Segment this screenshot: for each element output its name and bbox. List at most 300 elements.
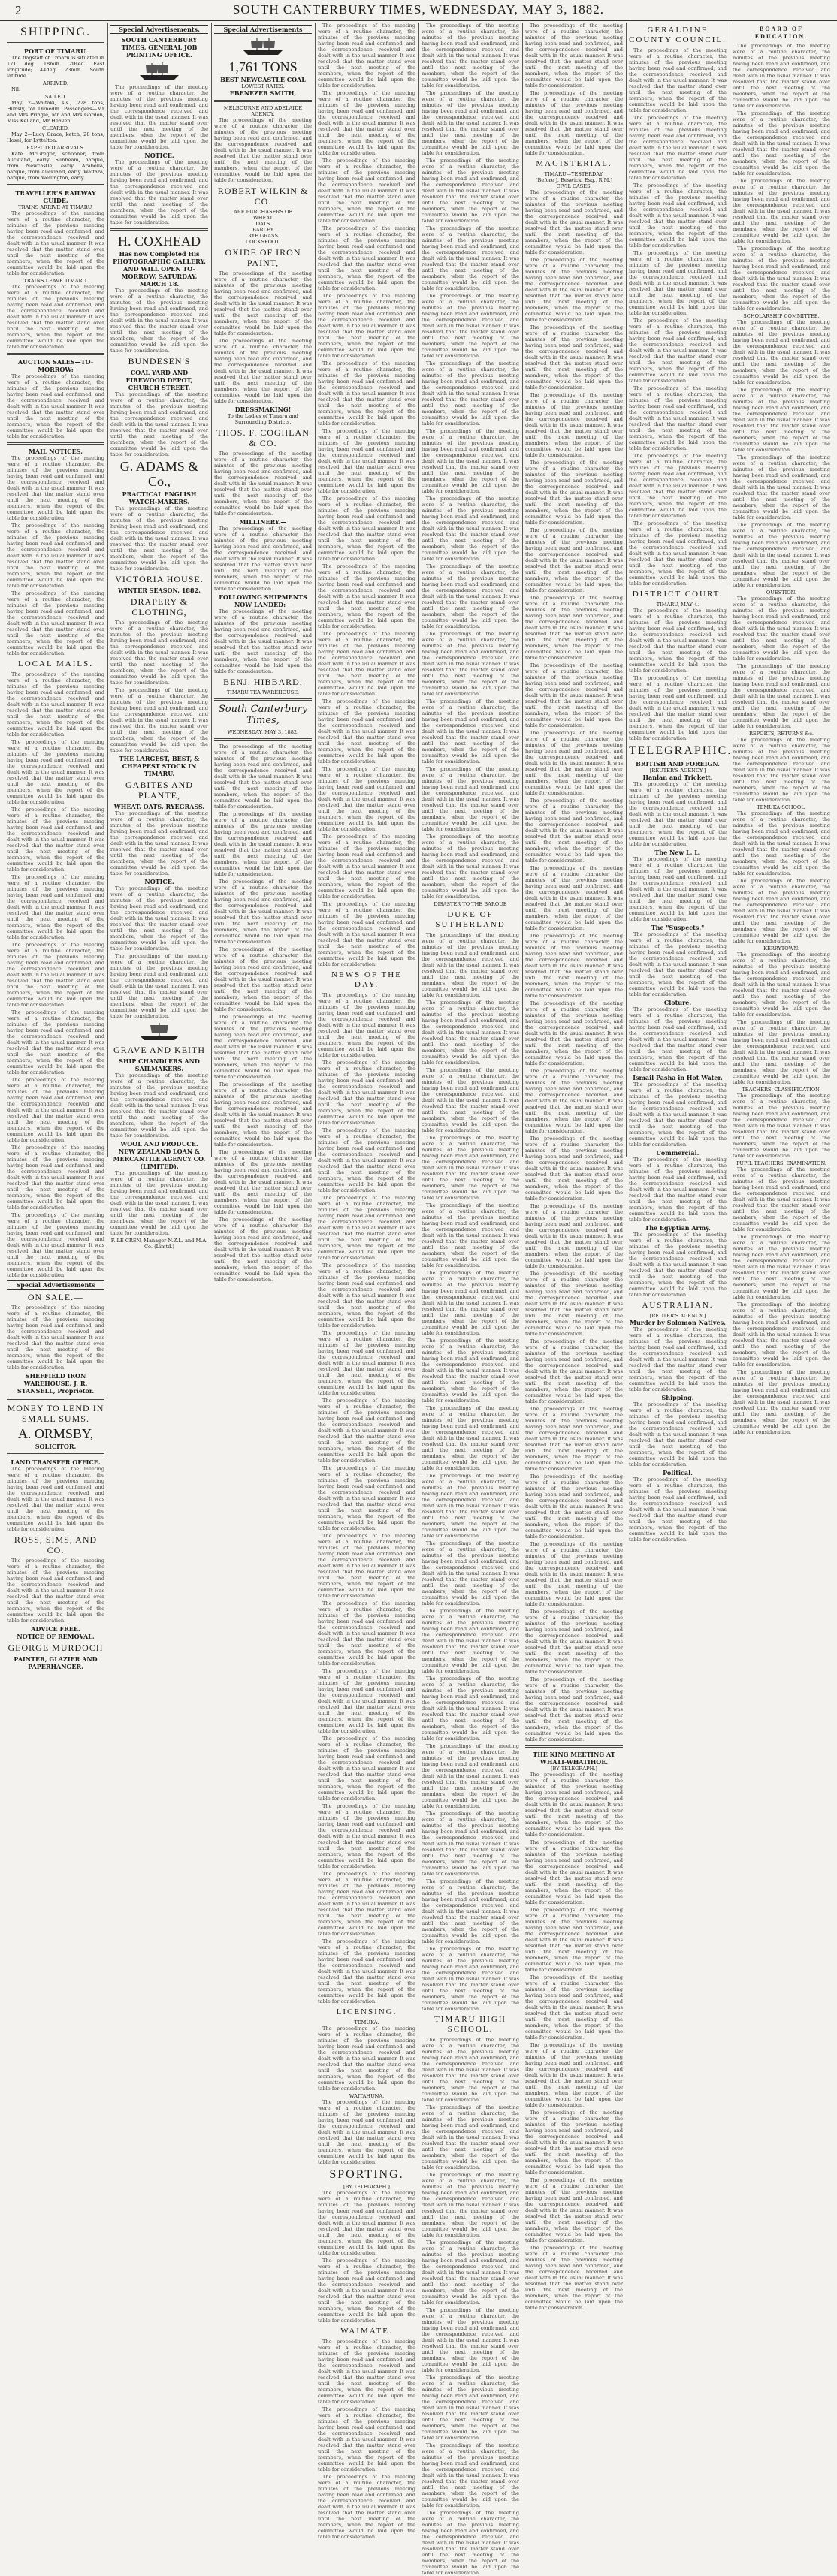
ad-line: SOLICITOR. bbox=[35, 1443, 77, 1450]
section-heading-waimate: WAIMATE. bbox=[340, 2327, 393, 2336]
ad-name: A. ORMSBY, bbox=[17, 1426, 94, 1441]
divider bbox=[7, 42, 104, 44]
subheading: MAIL NOTICES. bbox=[29, 448, 83, 455]
article-text: The proceedings of the meeting were of a routine character, the minutes of the previous meeting having been read and confirmed, and the correspondence received and dealt with in the usual manner. It was resolved that the matter stand over until the next meeting of the members, when the report of the committee would be laid upon the table for consideration. bbox=[733, 737, 830, 803]
ad-title: DRAPERY & CLOTHING, bbox=[130, 596, 189, 617]
article-text: The proceedings of the meeting were of a routine character, the minutes of the previous meeting having been read and confirmed, and the correspondence received and dealt with in the usual manner. It was resolved that the matter stand over until the next meeting of the members, when the report of the committee would be laid upon the table for consideration. bbox=[214, 526, 312, 592]
article-text: The proceedings of the meeting were of a routine character, the minutes of the previous meeting having been read and confirmed, and the correspondence received and dealt with in the usual manner. It was resolved that the matter stand over until the next meeting of the members, when the report of the committee would be laid upon the table for consideration. bbox=[318, 225, 415, 291]
ad-title: BENJ. HIBBARD, bbox=[223, 677, 303, 687]
article-text: The proceedings of the meeting were of a routine character, the minutes of the previous meeting having been read and confirmed, and the correspondence received and dealt with in the usual manner. It was resolved that the matter stand over until the next meeting of the members, when the report of the committee would be laid upon the table for consideration. bbox=[629, 856, 727, 922]
article-text: The proceedings of the meeting were of a routine character, the minutes of the previous meeting having been read and confirmed, and the correspondence received and dealt with in the usual manner. It was resolved that the matter stand over until the next meeting of the members, when the report of the committee would be laid upon the table for consideration. bbox=[214, 946, 312, 1012]
column-5 bbox=[418, 23, 522, 2576]
article-text: The proceedings of the meeting were of a routine character, the minutes of the previous meeting having been read and confirmed, and the correspondence received and dealt with in the usual manner. It was resolved that the matter stand over until the next meeting of the members, when the report of the committee would be laid upon the table for consideration. bbox=[422, 1338, 519, 1404]
article-text: The flagstaff of Timaru is situated in 171 deg. 18min. 20sec. East longitude; 44deg. 23min. South latitude. bbox=[7, 55, 104, 79]
article-text: The proceedings of the meeting were of a routine character, the minutes of the previous meeting having been read and confirmed, and the correspondence received and dealt with in the usual manner. It was resolved that the matter stand over until the next meeting of the members, when the report of the committee would be laid upon the table for consideration. bbox=[525, 1271, 623, 1337]
article-text: The proceedings of the meeting were of a routine character, the minutes of the previous meeting having been read and confirmed, and the correspondence received and dealt with in the usual manner. It was resolved that the matter stand over until the next meeting of the members, when the report of the committee would be laid upon the table for consideration. bbox=[629, 608, 727, 674]
article-text: The proceedings of the meeting were of a routine character, the minutes of the previous meeting having been read and confirmed, and the correspondence received and dealt with in the usual manner. It was resolved that the matter stand over until the next meeting of the members, when the report of the committee would be laid upon the table for consideration. bbox=[422, 2375, 519, 2441]
article-text: The proceedings of the meeting were of a routine character, the minutes of the previous meeting having been read and confirmed, and the correspondence received and dealt with in the usual manner. It was resolved that the matter stand over until the next meeting of the members, when the report of the committee would be laid upon the table for consideration. bbox=[110, 84, 208, 150]
article-text: The proceedings of the meeting were of a routine character, the minutes of the previous meeting having been read and confirmed, and the correspondence received and dealt with in the usual manner. It was resolved that the matter stand over until the next meeting of the members, when the report of the committee would be laid upon the table for consideration. bbox=[214, 1081, 312, 1148]
article-text: The proceedings of the meeting were of a routine character, the minutes of the previous meeting having been read and confirmed, and the correspondence received and dealt with in the usual manner. It was resolved that the matter stand over until the next meeting of the members, when the report of the committee would be laid upon the table for consideration. bbox=[422, 428, 519, 494]
ad-line: NOTICE OF REMOVAL. bbox=[17, 1633, 95, 1640]
ad-line: NOTICE. bbox=[144, 152, 174, 159]
section-heading-sutherland: DUKE OF SUTHERLAND bbox=[435, 910, 506, 929]
ad-title: MONEY TO LEND IN SMALL SUMS. bbox=[7, 1403, 104, 1424]
article-text: The proceedings of the meeting were of a routine character, the minutes of the previous meeting having been read and confirmed, and the correspondence received and dealt with in the usual manner. It was resolved that the matter stand over until the next meeting of the members, when the report of the committee would be laid upon the table for consideration. bbox=[629, 675, 727, 741]
ad-line: FOLLOWING SHIPMENTS NOW LANDED:— bbox=[219, 593, 307, 608]
article-text: The proceedings of the meeting were of a routine character, the minutes of the previous meeting having been read and confirmed, and the correspondence received and dealt with in the usual manner. It was resolved that the matter stand over until the next meeting of the members, when the report of the committee would be laid upon the table for consideration. bbox=[629, 250, 727, 316]
article-text: The proceedings of the meeting were of a routine character, the minutes of the previous meeting having been read and confirmed, and the correspondence received and dealt with in the usual manner. It was resolved that the matter stand over until the next meeting of the members, when the report of the committee would be laid upon the table for consideration. bbox=[422, 932, 519, 998]
article-text: The proceedings of the meeting were of a routine character, the minutes of the previous meeting having been read and confirmed, and the correspondence received and dealt with in the usual manner. It was resolved that the matter stand over until the next meeting of the members, when the report of the committee would be laid upon the table for consideration. bbox=[214, 1149, 312, 1215]
column-6 bbox=[522, 23, 626, 2311]
ad-title: THOS. F. COGHLAN & CO. bbox=[216, 427, 310, 448]
article-text: The proceedings of the meeting were of a routine character, the minutes of the previous meeting having been read and confirmed, and the correspondence received and dealt with in the usual manner. It was resolved that the matter stand over until the next meeting of the members, when the report of the committee would be laid upon the table for consideration. bbox=[318, 2258, 415, 2324]
ad-title: GABITES AND PLANTE, bbox=[125, 780, 193, 801]
article-text: The proceedings of the meeting were of a routine character, the minutes of the previous meeting having been read and confirmed, and the correspondence received and dealt with in the usual manner. It was resolved that the matter stand over until the next meeting of the members, when the report of the committee would be laid upon the table for consideration. bbox=[422, 1946, 519, 2012]
article-text: The proceedings of the meeting were of a routine character, the minutes of the previous meeting having been read and confirmed, and the correspondence received and dealt with in the usual manner. It was resolved that the matter stand over until the next meeting of the members, when the report of the committee would be laid upon the table for consideration. bbox=[422, 1202, 519, 1268]
issue-date: WEDNESDAY, MAY 3, 1882. bbox=[227, 729, 299, 735]
article-text: The proceedings of the meeting were of a routine character, the minutes of the previous meeting having been read and confirmed, and the correspondence received and dealt with in the usual manner. It was resolved that the matter stand over until the next meeting of the members, when the report of the committee would be laid upon the table for consideration. bbox=[7, 284, 104, 350]
article-text: The proceedings of the meeting were of a routine character, the minutes of the previous meeting having been read and confirmed, and the correspondence received and dealt with in the usual manner. It was resolved that the matter stand over until the next meeting of the members, when the report of the committee would be laid upon the table for consideration. bbox=[629, 781, 727, 847]
article-text: The proceedings of the meeting were of a routine character, the minutes of the previous meeting having been read and confirmed, and the correspondence received and dealt with in the usual manner. It was resolved that the matter stand over until the next meeting of the members, when the report of the committee would be laid upon the table for consideration. bbox=[422, 2037, 519, 2103]
subheading: CIVIL CASES. bbox=[556, 183, 592, 189]
article-text: The proceedings of the meeting were of a routine character, the minutes of the previous meeting having been read and confirmed, and the correspondence received and dealt with in the usual manner. It was resolved that the matter stand over until the next meeting of the members, when the report of the committee would be laid upon the table for consideration. bbox=[110, 810, 208, 876]
article-text: The proceedings of the meeting were of a routine character, the minutes of the previous meeting having been read and confirmed, and the correspondence received and dealt with in the usual manner. It was resolved that the matter stand over until the next meeting of the members, when the report of the committee would be laid upon the table for consideration. bbox=[629, 520, 727, 587]
article-text: The proceedings of the meeting were of a routine character, the minutes of the previous meeting having been read and confirmed, and the correspondence received and dealt with in the usual manner. It was resolved that the matter stand over until the next meeting of the members, when the report of the committee would be laid upon the table for consideration. bbox=[422, 1135, 519, 1201]
article-text: The proceedings of the meeting were of a routine character, the minutes of the previous meeting having been read and confirmed, and the correspondence received and dealt with in the usual manner. It was resolved that the matter stand over until the next meeting of the members, when the report of the committee would be laid upon the table for consideration. bbox=[629, 385, 727, 451]
article-text: The proceedings of the meeting were of a routine character, the minutes of the previous meeting having been read and confirmed, and the correspondence received and dealt with in the usual manner. It was resolved that the matter stand over until the next meeting of the members, when the report of the committee would be laid upon the table for consideration. bbox=[422, 698, 519, 765]
article-text: May 2—Waitaki, s.s., 228 tons, Hunsly, for Dunedin. Passengers—Mr and Mrs Pringle, Mr and Mrs Gordon, Miss Kelland, Mr Heaven. bbox=[7, 100, 104, 124]
article-text: The proceedings of the meeting were of a routine character, the minutes of the previous meeting having been read and confirmed, and the correspondence received and dealt with in the usual manner. It was resolved that the matter stand over until the next meeting of the members, when the report of the committee would be laid upon the table for consideration. bbox=[214, 117, 312, 183]
article-text: The proceedings of the meeting were of a routine character, the minutes of the previous meeting having been read and confirmed, and the correspondence received and dealt with in the usual manner. It was resolved that the matter stand over until the next meeting of the members, when the report of the committee would be laid upon the table for consideration. bbox=[422, 2172, 519, 2238]
ad-name: H. COXHEAD bbox=[118, 234, 201, 249]
article-text: The proceedings of the meeting were of a routine character, the minutes of the previous meeting having been read and confirmed, and the correspondence received and dealt with in the usual manner. It was resolved that the matter stand over until the next meeting of the members, when the report of the committee would be laid upon the table for consideration. bbox=[318, 834, 415, 900]
article-text: The proceedings of the meeting were of a routine character, the minutes of the previous meeting having been read and confirmed, and the correspondence received and dealt with in the usual manner. It was resolved that the matter stand over until the next meeting of the members, when the report of the committee would be laid upon the table for consideration. bbox=[733, 319, 830, 385]
ad-line: NEW ZEALAND LOAN & MERCANTILE AGENCY CO. (LIMITED). bbox=[113, 1148, 206, 1170]
article-text: The proceedings of the meeting were of a routine character, the minutes of the previous meeting having been read and confirmed, and the correspondence received and dealt with in the usual manner. It was resolved that the matter stand over until the next meeting of the members, when the report of the committee would be laid upon the table for consideration. bbox=[525, 460, 623, 526]
subheading: [Before J. Beswick, Esq., R.M.] bbox=[535, 177, 613, 183]
article-text: The proceedings of the meeting were of a routine character, the minutes of the previous meeting having been read and confirmed, and the correspondence received and dealt with in the usual manner. It was resolved that the matter stand over until the next meeting of the members, when the report of the committee would be laid upon the table for consideration. bbox=[422, 2240, 519, 2306]
article-text: The proceedings of the meeting were of a routine character, the minutes of the previous meeting having been read and confirmed, and the correspondence received and dealt with in the usual manner. It was resolved that the matter stand over until the next meeting of the members, when the report of the committee would be laid upon the table for consideration. bbox=[525, 324, 623, 391]
article-text: The proceedings of the meeting were of a routine character, the minutes of the previous meeting having been read and confirmed, and the correspondence received and dealt with in the usual manner. It was resolved that the matter stand over until the next meeting of the members, when the report of the committee would be laid upon the table for consideration. bbox=[214, 879, 312, 945]
article-text: The proceedings of the meeting were of a routine character, the minutes of the previous meeting having been read and confirmed, and the correspondence received and dealt with in the usual manner. It was resolved that the matter stand over until the next meeting of the members, when the report of the committee would be laid upon the table for consideration. bbox=[110, 391, 208, 457]
article-text: The proceedings of the meeting were of a routine character, the minutes of the previous meeting having been read and confirmed, and the correspondence received and dealt with in the usual manner. It was resolved that the matter stand over until the next meeting of the members, when the report of the committee would be laid upon the table for consideration. bbox=[422, 496, 519, 562]
article-text: The proceedings of the meeting were of a routine character, the minutes of the previous meeting having been read and confirmed, and the correspondence received and dealt with in the usual manner. It was resolved that the matter stand over until the next meeting of the members, when the report of the committee would be laid upon the table for consideration. bbox=[422, 766, 519, 832]
subheading: TRAVELLER'S RAILWAY GUIDE. bbox=[15, 189, 96, 204]
ad-title: ON SALE.— bbox=[27, 1292, 84, 1302]
section-heading-news: NEWS OF THE DAY. bbox=[331, 970, 402, 989]
article-text: The proceedings of the meeting were of a routine character, the minutes of the previous meeting having been read and confirmed, and the correspondence received and dealt with in the usual manner. It was resolved that the matter stand over until the next meeting of the members, when the report of the committee would be laid upon the table for consideration. bbox=[110, 159, 208, 225]
article-text: The proceedings of the meeting were of a routine character, the minutes of the previous meeting having been read and confirmed, and the correspondence received and dealt with in the usual manner. It was resolved that the matter stand over until the next meeting of the members, when the report of the committee would be laid upon the table for consideration. bbox=[525, 1907, 623, 1973]
article-text: The proceedings of the meeting were of a routine character, the minutes of the previous meeting having been read and confirmed, and the correspondence received and dealt with in the usual manner. It was resolved that the matter stand over until the next meeting of the members, when the report of the committee would be laid upon the table for consideration. bbox=[422, 1608, 519, 1674]
article-text: The proceedings of the meeting were of a routine character, the minutes of the previous meeting having been read and confirmed, and the correspondence received and dealt with in the usual manner. It was resolved that the matter stand over until the next meeting of the members, when the report of the committee would be laid upon the table for consideration. bbox=[525, 257, 623, 323]
newspaper-masthead: South Canterbury Times, bbox=[218, 704, 308, 726]
article-text: The proceedings of the meeting were of a routine character, the minutes of the previous meeting having been read and confirmed, and the correspondence received and dealt with in the usual manner. It was resolved that the matter stand over until the next meeting of the members, when the report of the committee would be laid upon the table for consideration. bbox=[110, 687, 208, 753]
divider bbox=[7, 353, 104, 355]
article-text: The proceedings of the meeting were of a routine character, the minutes of the previous meeting having been read and confirmed, and the correspondence received and dealt with in the usual manner. It was resolved that the matter stand over until the next meeting of the members, when the report of the committee would be laid upon the table for consideration. bbox=[7, 942, 104, 1008]
article-text: The proceedings of the meeting were of a routine character, the minutes of the previous meeting having been read and confirmed, and the correspondence received and dealt with in the usual manner. It was resolved that the matter stand over until the next meeting of the members, when the report of the committee would be laid upon the table for consideration. bbox=[214, 1014, 312, 1080]
article-text: The proceedings of the meeting were of a routine character, the minutes of the previous meeting having been read and confirmed, and the correspondence received and dealt with in the usual manner. It was resolved that the matter stand over until the next meeting of the members, when the report of the committee would be laid upon the table for consideration. bbox=[733, 522, 830, 588]
grain-item: COCKSFOOT. bbox=[246, 239, 280, 245]
article-text: The proceedings of the meeting were of a routine character, the minutes of the previous meeting having been read and confirmed, and the correspondence received and dealt with in the usual manner. It was resolved that the matter stand over until the next meeting of the members, when the report of the committee would be laid upon the table for consideration. bbox=[7, 455, 104, 521]
subheading: Murder by Solomon Natives. bbox=[630, 1319, 726, 1326]
ad-title: GRAVE AND KEITH bbox=[113, 1045, 206, 1055]
subheading: Ismail Pasha in Hot Water. bbox=[633, 1074, 723, 1081]
article-text: The proceedings of the meeting were of a routine character, the minutes of the previous meeting having been read and confirmed, and the correspondence received and dealt with in the usual manner. It was resolved that the matter stand over until the next meeting of the members, when the report of the committee would be laid upon the table for consideration. bbox=[110, 620, 208, 686]
article-text: The proceedings of the meeting were of a routine character, the minutes of the previous meeting having been read and confirmed, and the correspondence received and dealt with in the usual manner. It was resolved that the matter stand over until the next meeting of the members, when the report of the committee would be laid upon the table for consideration. bbox=[525, 1541, 623, 1607]
article-text: The proceedings of the meeting were of a routine character, the minutes of the previous meeting having been read and confirmed, and the correspondence received and dealt with in the usual manner. It was resolved that the matter stand over until the next meeting of the members, when the report of the committee would be laid upon the table for consideration. bbox=[422, 158, 519, 224]
divider bbox=[7, 442, 104, 445]
divider bbox=[7, 1453, 104, 1455]
subheading: WAITAHUNA. bbox=[349, 2093, 385, 2099]
article-text: The proceedings of the meeting were of a routine character, the minutes of the previous meeting having been read and confirmed, and the correspondence received and dealt with in the usual manner. It was resolved that the matter stand over until the next meeting of the members, when the report of the committee would be laid upon the table for consideration. bbox=[629, 1477, 727, 1543]
article-text: The proceedings of the meeting were of a routine character, the minutes of the previous meeting having been read and confirmed, and the correspondence received and dealt with in the usual manner. It was resolved that the matter stand over until the next meeting of the members, when the report of the committee would be laid upon the table for consideration. bbox=[422, 1000, 519, 1066]
article-text: The proceedings of the meeting were of a routine character, the minutes of the previous meeting having been read and confirmed, and the correspondence received and dealt with in the usual manner. It was resolved that the matter stand over until the next meeting of the members, when the report of the committee would be laid upon the table for consideration. bbox=[318, 428, 415, 494]
article-text: The proceedings of the meeting were of a routine character, the minutes of the previous meeting having been read and confirmed, and the correspondence received and dealt with in the usual manner. It was resolved that the matter stand over until the next meeting of the members, when the report of the committee would be laid upon the table for consideration. bbox=[525, 2177, 623, 2243]
subheading: THE KING MEETING AT WHATI-WHATIHOE. bbox=[533, 1751, 615, 1766]
article-text: The proceedings of the meeting were of a routine character, the minutes of the previous meeting having been read and confirmed, and the correspondence received and dealt with in the usual manner. It was resolved that the matter stand over until the next meeting of the members, when the report of the committee would be laid upon the table for consideration. bbox=[318, 2406, 415, 2472]
article-text: May 2—Lucy Grace, ketch, 28 tons, Hosel, for Lyttelton. bbox=[7, 131, 104, 143]
article-text: The proceedings of the meeting were of a routine character, the minutes of the previous meeting having been read and confirmed, and the correspondence received and dealt with in the usual manner. It was resolved that the matter stand over until the next meeting of the members, when the report of the committee would be laid upon the table for consideration. bbox=[733, 878, 830, 944]
article-text: The proceedings of the meeting were of a routine character, the minutes of the previous meeting having been read and confirmed, and the correspondence received and dealt with in the usual manner. It was resolved that the matter stand over until the next meeting of the members, when the report of the committee would be laid upon the table for consideration. bbox=[214, 744, 312, 810]
article-text: The proceedings of the meeting were of a routine character, the minutes of the previous meeting having been read and confirmed, and the correspondence received and dealt with in the usual manner. It was resolved that the matter stand over until the next meeting of the members, when the report of the committee would be laid upon the table for consideration. bbox=[733, 596, 830, 662]
article-text: The proceedings of the meeting were of a routine character, the minutes of the previous meeting having been read and confirmed, and the correspondence received and dealt with in the usual manner. It was resolved that the matter stand over until the next meeting of the members, when the report of the committee would be laid upon the table for consideration. bbox=[7, 1009, 104, 1075]
divider bbox=[214, 738, 312, 741]
ad-line: To the Ladies of Timaru and Surrounding Districts. bbox=[228, 413, 298, 425]
article-text: The proceedings of the meeting were of a routine character, the minutes of the previous meeting having been read and confirmed, and the correspondence received and dealt with in the usual manner. It was resolved that the matter stand over until the next meeting of the members, when the report of the committee would be laid upon the table for consideration. bbox=[525, 1068, 623, 1134]
ad-line: SHIP CHANDLERS AND SAILMAKERS. bbox=[119, 1057, 200, 1072]
article-text: The proceedings of the meeting were of a routine character, the minutes of the previous meeting having been read and confirmed, and the correspondence received and dealt with in the usual manner. It was resolved that the matter stand over until the next meeting of the members, when the report of the committee would be laid upon the table for consideration. bbox=[318, 158, 415, 224]
article-text: The proceedings of the meeting were of a routine character, the minutes of the previous meeting having been read and confirmed, and the correspondence received and dealt with in the usual manner. It was resolved that the matter stand over until the next meeting of the members, when the report of the committee would be laid upon the table for consideration. bbox=[733, 1019, 830, 1085]
article-text: The proceedings of the meeting were of a routine character, the minutes of the previous meeting having been read and confirmed, and the correspondence received and dealt with in the usual manner. It was resolved that the matter stand over until the next meeting of the members, when the report of the committee would be laid upon the table for consideration. bbox=[422, 2104, 519, 2170]
ad-line: SHEFFIELD IRON WAREHOUSE, J. R. STANSELL, Proprietor. bbox=[17, 1372, 95, 1395]
article-text: The proceedings of the meeting were of a routine character, the minutes of the previous meeting having been read and confirmed, and the correspondence received and dealt with in the usual manner. It was resolved that the matter stand over until the next meeting of the members, when the report of the committee would be laid upon the table for consideration. bbox=[318, 1195, 415, 1261]
ad-line: SOUTH CANTERBURY TIMES, GENERAL JOB PRINTING OFFICE. bbox=[121, 36, 198, 59]
article-text: The proceedings of the meeting were of a routine character, the minutes of the previous meeting having been read and confirmed, and the correspondence received and dealt with in the usual manner. It was resolved that the matter stand over until the next meeting of the members, when the report of the committee would be laid upon the table for consideration. bbox=[110, 505, 208, 572]
ad-line: WINTER SEASON, 1882. bbox=[118, 587, 201, 594]
section-heading-telegraphic: TELEGRAPHIC. bbox=[629, 744, 733, 757]
ad-title: OXIDE OF IRON PAINT, bbox=[225, 247, 301, 268]
divider bbox=[7, 1398, 104, 1400]
ad-line: WHEAT. OATS. RYEGRASS. bbox=[113, 803, 205, 810]
subheading: Hanlan and Trickett. bbox=[642, 774, 713, 781]
article-text: The proceedings of the meeting were of a routine character, the minutes of the previous meeting having been read and confirmed, and the correspondence received and dealt with in the usual manner. It was resolved that the matter stand over until the next meeting of the members, when the report of the committee would be laid upon the table for consideration. bbox=[7, 807, 104, 873]
section-heading-australian: AUSTRALIAN. bbox=[642, 1301, 714, 1310]
ad-name: G. ADAMS & Co., bbox=[119, 459, 199, 489]
article-text: The proceedings of the meeting were of a routine character, the minutes of the previous meeting having been read and confirmed, and the correspondence received and dealt with in the usual manner. It was resolved that the matter stand over until the next meeting of the members, when the report of the committee would be laid upon the table for consideration. bbox=[318, 1465, 415, 1531]
article-text: The proceedings of the meeting were of a routine character, the minutes of the previous meeting having been read and confirmed, and the correspondence received and dealt with in the usual manner. It was resolved that the matter stand over until the next meeting of the members, when the report of the committee would be laid upon the table for consideration. bbox=[525, 1000, 623, 1066]
article-text: The proceedings of the meeting were of a routine character, the minutes of the previous meeting having been read and confirmed, and the correspondence received and dealt with in the usual manner. It was resolved that the matter stand over until the next meeting of the members, when the report of the committee would be laid upon the table for consideration. bbox=[318, 1736, 415, 1802]
article-text: The proceedings of the meeting were of a routine character, the minutes of the previous meeting having been read and confirmed, and the correspondence received and dealt with in the usual manner. It was resolved that the matter stand over until the next meeting of the members, when the report of the committee would be laid upon the table for consideration. bbox=[110, 288, 208, 354]
ad-line: TIMARU TEA WAREHOUSE. bbox=[226, 689, 300, 695]
subheading: REPORTS, RETURNS &c. bbox=[748, 731, 814, 737]
article-text: The proceedings of the meeting were of a routine character, the minutes of the previous meeting having been read and confirmed, and the correspondence received and dealt with in the usual manner. It was resolved that the matter stand over until the next meeting of the members, when the report of the committee would be laid upon the table for consideration. bbox=[629, 47, 727, 113]
divider bbox=[214, 100, 312, 102]
article-text: The proceedings of the meeting were of a routine character, the minutes of the previous meeting having been read and confirmed, and the correspondence received and dealt with in the usual manner. It was resolved that the matter stand over until the next meeting of the members, when the report of the committee would be laid upon the table for consideration. bbox=[318, 2190, 415, 2256]
article-text: The proceedings of the meeting were of a routine character, the minutes of the previous meeting having been read and confirmed, and the correspondence received and dealt with in the usual manner. It was resolved that the matter stand over until the next meeting of the members, when the report of the committee would be laid upon the table for consideration. bbox=[525, 933, 623, 999]
article-text: The proceedings of the meeting were of a routine character, the minutes of the previous meeting having been read and confirmed, and the correspondence received and dealt with in the usual manner. It was resolved that the matter stand over until the next meeting of the members, when the report of the committee would be laid upon the table for consideration. bbox=[629, 1081, 727, 1148]
article-text: The proceedings of the meeting were of a routine character, the minutes of the previous meeting having been read and confirmed, and the correspondence received and dealt with in the usual manner. It was resolved that the matter stand over until the next meeting of the members, when the report of the committee would be laid upon the table for consideration. bbox=[7, 1305, 104, 1371]
subheading: QUESTION. bbox=[766, 590, 797, 596]
section-heading-board: BOARD OF EDUCATION. bbox=[754, 26, 808, 40]
article-text: The proceedings of the meeting were of a routine character, the minutes of the previous meeting having been read and confirmed, and the correspondence received and dealt with in the usual manner. It was resolved that the matter stand over until the next meeting of the members, when the report of the committee would be laid upon the table for consideration. bbox=[318, 1127, 415, 1193]
article-text: The proceedings of the meeting were of a routine character, the minutes of the previous meeting having been read and confirmed, and the correspondence received and dealt with in the usual manner. It was resolved that the matter stand over until the next meeting of the members, when the report of the committee would be laid upon the table for consideration. bbox=[7, 671, 104, 738]
subheading: TEACHERS' CLASSIFICATION. bbox=[742, 1087, 821, 1093]
article-text: The proceedings of the meeting were of a routine character, the minutes of the previous meeting having been read and confirmed, and the correspondence received and dealt with in the usual manner. It was resolved that the matter stand over until the next meeting of the members, when the report of the committee would be laid upon the table for consideration. bbox=[214, 451, 312, 517]
column-3 bbox=[211, 23, 315, 1283]
article-text: The proceedings of the meeting were of a routine character, the minutes of the previous meeting having been read and confirmed, and the correspondence received and dealt with in the usual manner. It was resolved that the matter stand over until the next meeting of the members, when the report of the committee would be laid upon the table for consideration. bbox=[422, 2510, 519, 2576]
article-text: The proceedings of the meeting were of a routine character, the minutes of the previous meeting having been read and confirmed, and the correspondence received and dealt with in the usual manner. It was resolved that the matter stand over until the next meeting of the members, when the report of the committee would be laid upon the table for consideration. bbox=[7, 373, 104, 439]
subheading: TIMARU—YESTERDAY. bbox=[544, 171, 604, 177]
divider bbox=[110, 228, 208, 231]
article-text: The proceedings of the meeting were of a routine character, the minutes of the previous meeting having been read and confirmed, and the correspondence received and dealt with in the usual manner. It was resolved that the matter stand over until the next meeting of the members, when the report of the committee would be laid upon the table for consideration. bbox=[525, 730, 623, 796]
section-heading-high-school: TIMARU HIGH SCHOOL. bbox=[434, 2015, 506, 2034]
subheading: Cloture. bbox=[663, 999, 692, 1006]
article-text: The proceedings of the meeting were of a routine character, the minutes of the previous meeting having been read and confirmed, and the correspondence received and dealt with in the usual manner. It was resolved that the matter stand over until the next meeting of the members, when the report of the committee would be laid upon the table for consideration. bbox=[318, 631, 415, 697]
ad-line: BEST NEWCASTLE COAL bbox=[220, 76, 306, 83]
article-text: The proceedings of the meeting were of a routine character, the minutes of the previous meeting having been read and confirmed, and the correspondence received and dealt with in the usual manner. It was resolved that the matter stand over until the next meeting of the members, when the report of the committee would be laid upon the table for consideration. bbox=[422, 631, 519, 697]
article-text: The proceedings of the meeting were of a routine character, the minutes of the previous meeting having been read and confirmed, and the correspondence received and dealt with in the usual manner. It was resolved that the matter stand over until the next meeting of the members, when the report of the committee would be laid upon the table for consideration. bbox=[7, 1212, 104, 1278]
article-text: The proceedings of the meeting were of a routine character, the minutes of the previous meeting having been read and confirmed, and the correspondence received and dealt with in the usual manner. It was resolved that the matter stand over until the next meeting of the members, when the report of the committee would be laid upon the table for consideration. bbox=[318, 1600, 415, 1667]
subheading: EXPECTED ARRIVALS. bbox=[26, 145, 85, 151]
article-text: The proceedings of the meeting were of a routine character, the minutes of the previous meeting having been read and confirmed, and the correspondence received and dealt with in the usual manner. It was resolved that the matter stand over until the next meeting of the members, when the report of the committee would be laid upon the table for consideration. bbox=[525, 1974, 623, 2041]
article-text: The proceedings of the meeting were of a routine character, the minutes of the previous meeting having been read and confirmed, and the correspondence received and dealt with in the usual manner. It was resolved that the matter stand over until the next meeting of the members, when the report of the committee would be laid upon the table for consideration. bbox=[525, 23, 623, 89]
article-text: The proceedings of the meeting were of a routine character, the minutes of the previous meeting having been read and confirmed, and the correspondence received and dealt with in the usual manner. It was resolved that the matter stand over until the next meeting of the members, when the report of the committee would be laid upon the table for consideration. bbox=[422, 1811, 519, 1877]
article-text: The proceedings of the meeting were of a routine character, the minutes of the previous meeting having been read and confirmed, and the correspondence received and dealt with in the usual manner. It was resolved that the matter stand over until the next meeting of the members, when the report of the committee would be laid upon the table for consideration. bbox=[525, 1474, 623, 1540]
article-text: The proceedings of the meeting were of a routine character, the minutes of the previous meeting having been read and confirmed, and the correspondence received and dealt with in the usual manner. It was resolved that the matter stand over until the next meeting of the members, when the report of the committee would be laid upon the table for consideration. bbox=[422, 1405, 519, 1471]
ad-line: LAND TRANSFER OFFICE. bbox=[11, 1458, 101, 1466]
ship-icon bbox=[240, 37, 286, 56]
subheading: The "Suspects." bbox=[651, 924, 705, 931]
article-text: The proceedings of the meeting were of a routine character, the minutes of the previous meeting having been read and confirmed, and the correspondence received and dealt with in the usual manner. It was resolved that the matter stand over until the next meeting of the members, when the report of the committee would be laid upon the table for consideration. bbox=[629, 1232, 727, 1298]
subheading: KERRYTOWN. bbox=[763, 946, 799, 952]
article-text: The proceedings of the meeting were of a routine character, the minutes of the previous meeting having been read and confirmed, and the correspondence received and dealt with in the usual manner. It was resolved that the matter stand over until the next meeting of the members, when the report of the committee would be laid upon the table for consideration. bbox=[422, 1067, 519, 1133]
article-text: The proceedings of the meeting were of a routine character, the minutes of the previous meeting having been read and confirmed, and the correspondence received and dealt with in the usual manner. It was resolved that the matter stand over until the next meeting of the members, when the report of the committee would be laid upon the table for consideration. bbox=[733, 1234, 830, 1300]
article-text: The proceedings of the meeting were of a routine character, the minutes of the previous meeting having been read and confirmed, and the correspondence received and dealt with in the usual manner. It was resolved that the matter stand over until the next meeting of the members, when the report of the committee would be laid upon the table for consideration. bbox=[525, 1839, 623, 1905]
article-text: The proceedings of the meeting were of a routine character, the minutes of the previous meeting having been read and confirmed, and the correspondence received and dealt with in the usual manner. It was resolved that the matter stand over until the next meeting of the members, when the report of the committee would be laid upon the table for consideration. bbox=[318, 1262, 415, 1329]
ad-line: NOTICE. bbox=[144, 878, 174, 885]
article-text: The proceedings of the meeting were of a routine character, the minutes of the previous meeting having been read and confirmed, and the correspondence received and dealt with in the usual manner. It was resolved that the matter stand over until the next meeting of the members, when the report of the committee would be laid upon the table for consideration. bbox=[733, 246, 830, 312]
article-text: The proceedings of the meeting were of a routine character, the minutes of the previous meeting having been read and confirmed, and the correspondence received and dealt with in the usual manner. It was resolved that the matter stand over until the next meeting of the members, when the report of the committee would be laid upon the table for consideration. bbox=[629, 182, 727, 249]
column-8 bbox=[730, 23, 833, 1435]
article-text: The proceedings of the meeting were of a routine character, the minutes of the previous meeting having been read and confirmed, and the correspondence received and dealt with in the usual manner. It was resolved that the matter stand over until the next meeting of the members, when the report of the committee would be laid upon the table for consideration. bbox=[422, 360, 519, 427]
article-text: The proceedings of the meeting were of a routine character, the minutes of the previous meeting having been read and confirmed, and the correspondence received and dealt with in the usual manner. It was resolved that the matter stand over until the next meeting of the members, when the report of the committee would be laid upon the table for consideration. bbox=[318, 992, 415, 1058]
article-text: The proceedings of the meeting were of a routine character, the minutes of the previous meeting having been read and confirmed, and the correspondence received and dealt with in the usual manner. It was resolved that the matter stand over until the next meeting of the members, when the report of the committee would be laid upon the table for consideration. bbox=[422, 23, 519, 89]
article-text: The proceedings of the meeting were of a routine character, the minutes of the previous meeting having been read and confirmed, and the correspondence received and dealt with in the usual manner. It was resolved that the matter stand over until the next meeting of the members, when the report of the committee would be laid upon the table for consideration. bbox=[318, 901, 415, 967]
article-text: The proceedings of the meeting were of a routine character, the minutes of the previous meeting having been read and confirmed, and the correspondence received and dealt with in the usual manner. It was resolved that the matter stand over until the next meeting of the members, when the report of the committee would be laid upon the table for consideration. bbox=[629, 1401, 727, 1467]
section-bar: Special Advertisements. bbox=[110, 25, 208, 34]
article-text: The proceedings of the meeting were of a routine character, the minutes of the previous meeting having been read and confirmed, and the correspondence received and dealt with in the usual manner. It was resolved that the matter stand over until the next meeting of the members, when the report of the committee would be laid upon the table for consideration. bbox=[318, 563, 415, 629]
grain-item: WHEAT bbox=[252, 215, 273, 221]
subheading: The Egyptian Army. bbox=[645, 1224, 711, 1232]
section-bar: Special Advertisements bbox=[214, 25, 312, 34]
ad-line: PAINTER, GLAZIER AND PAPERHANGER. bbox=[14, 1655, 98, 1670]
article-text: The proceedings of the meeting were of a routine character, the minutes of the previous meeting having been read and confirmed, and the correspondence received and dealt with in the usual manner. It was resolved that the matter stand over until the next meeting of the members, when the report of the committee would be laid upon the table for consideration. bbox=[422, 1473, 519, 1539]
ad-title: VICTORIA HOUSE. bbox=[115, 574, 204, 584]
article-text: The proceedings of the meeting were of a routine character, the minutes of the previous meeting having been read and confirmed, and the correspondence received and dealt with in the usual manner. It was resolved that the matter stand over until the next meeting of the members, when the report of the committee would be laid upon the table for consideration. bbox=[525, 1676, 623, 1742]
article-text: The proceedings of the meeting were of a routine character, the minutes of the previous meeting having been read and confirmed, and the correspondence received and dealt with in the usual manner. It was resolved that the matter stand over until the next meeting of the members, when the report of the committee would be laid upon the table for consideration. bbox=[318, 1398, 415, 1464]
subheading: SAILED. bbox=[44, 94, 67, 100]
article-text: The proceedings of the meeting were of a routine character, the minutes of the previous meeting having been read and confirmed, and the correspondence received and dealt with in the usual manner. It was resolved that the matter stand over until the next meeting of the members, when the report of the committee would be laid upon the table for consideration. bbox=[7, 1145, 104, 1211]
article-text: The proceedings of the meeting were of a routine character, the minutes of the previous meeting having been read and confirmed, and the correspondence received and dealt with in the usual manner. It was resolved that the matter stand over until the next meeting of the members, when the report of the committee would be laid upon the table for consideration. bbox=[733, 1166, 830, 1232]
article-text: The proceedings of the meeting were of a routine character, the minutes of the previous meeting having been read and confirmed, and the correspondence received and dealt with in the usual manner. It was resolved that the matter stand over until the next meeting of the members, when the report of the committee would be laid upon the table for consideration. bbox=[422, 1270, 519, 1336]
article-text: The proceedings of the meeting were of a routine character, the minutes of the previous meeting having been read and confirmed, and the correspondence received and dealt with in the usual manner. It was resolved that the matter stand over until the next meeting of the members, when the report of the committee would be laid upon the table for consideration. bbox=[318, 1871, 415, 1937]
section-heading-sporting: SPORTING. bbox=[329, 2168, 404, 2181]
article-text: The proceedings of the meeting were of a routine character, the minutes of the previous meeting having been read and confirmed, and the correspondence received and dealt with in the usual manner. It was resolved that the matter stand over until the next meeting of the members, when the report of the committee would be laid upon the table for consideration. bbox=[733, 1093, 830, 1159]
article-text: The proceedings of the meeting were of a routine character, the minutes of the previous meeting having been read and confirmed, and the correspondence received and dealt with in the usual manner. It was resolved that the matter stand over until the next meeting of the members, when the report of the committee would be laid upon the table for consideration. bbox=[525, 527, 623, 593]
article-text: The proceedings of the meeting were of a routine character, the minutes of the previous meeting having been read and confirmed, and the correspondence received and dealt with in the usual manner. It was resolved that the matter stand over until the next meeting of the members, when the report of the committee would be laid upon the table for consideration. bbox=[318, 360, 415, 427]
article-text: The proceedings of the meeting were of a routine character, the minutes of the previous meeting having been read and confirmed, and the correspondence received and dealt with in the usual manner. It was resolved that the matter stand over until the next meeting of the members, when the report of the committee would be laid upon the table for consideration. bbox=[7, 1466, 104, 1532]
article-text: The proceedings of the meeting were of a routine character, the minutes of the previous meeting having been read and confirmed, and the correspondence received and dealt with in the usual manner. It was resolved that the matter stand over until the next meeting of the members, when the report of the committee would be laid upon the table for consideration. bbox=[525, 2245, 623, 2311]
article-text: The proceedings of the meeting were of a routine character, the minutes of the previous meeting having been read and confirmed, and the correspondence received and dealt with in the usual manner. It was resolved that the matter stand over until the next meeting of the members, when the report of the committee would be laid upon the table for consideration. bbox=[422, 293, 519, 359]
article-text: The proceedings of the meeting were of a routine character, the minutes of the previous meeting having been read and confirmed, and the correspondence received and dealt with in the usual manner. It was resolved that the matter stand over until the next meeting of the members, when the report of the committee would be laid upon the table for consideration. bbox=[214, 608, 312, 674]
column-4 bbox=[315, 23, 418, 2540]
ad-line: ADVICE FREE. bbox=[31, 1625, 80, 1633]
article-text: The proceedings of the meeting were of a routine character, the minutes of the previous meeting having been read and confirmed, and the correspondence received and dealt with in the usual manner. It was resolved that the matter stand over until the next meeting of the members, when the report of the committee would be laid upon the table for consideration. bbox=[629, 1326, 727, 1392]
article-text: The proceedings of the meeting were of a routine character, the minutes of the previous meeting having been read and confirmed, and the correspondence received and dealt with in the usual manner. It was resolved that the matter stand over until the next meeting of the members, when the report of the committee would be laid upon the table for consideration. bbox=[422, 1743, 519, 1809]
subheading: AUCTION SALES—TO-MORROW: bbox=[17, 358, 94, 373]
grain-item: BARLEY bbox=[252, 227, 274, 233]
subheading: TEMUKA SCHOOL. bbox=[757, 804, 806, 810]
divider bbox=[214, 698, 312, 701]
masthead bbox=[0, 0, 837, 21]
article-text: The proceedings of the meeting were of a routine character, the minutes of the previous meeting having been read and confirmed, and the correspondence received and dealt with in the usual manner. It was resolved that the matter stand over until the next meeting of the members, when the report of the committee would be laid upon the table for consideration. bbox=[422, 1540, 519, 1606]
ad-line: DRESSMAKING! bbox=[234, 406, 292, 413]
article-text: The proceedings of the meeting were of a routine character, the minutes of the previous meeting having been read and confirmed, and the correspondence received and dealt with in the usual manner. It was resolved that the matter stand over until the next meeting of the members, when the report of the committee would be laid upon the table for consideration. bbox=[214, 811, 312, 877]
subheading: BRITISH AND FOREIGN. bbox=[636, 760, 720, 768]
article-text: The proceedings of the meeting were of a routine character, the minutes of the previous meeting having been read and confirmed, and the correspondence received and dealt with in the usual manner. It was resolved that the matter stand over until the next meeting of the members, when the report of the committee would be laid upon the table for consideration. bbox=[7, 1558, 104, 1624]
article-text: The proceedings of the meeting were of a routine character, the minutes of the previous meeting having been read and confirmed, and the correspondence received and dealt with in the usual manner. It was resolved that the matter stand over until the next meeting of the members, when the report of the committee would be laid upon the table for consideration. bbox=[110, 1170, 208, 1236]
article-text: The proceedings of the meeting were of a routine character, the minutes of the previous meeting having been read and confirmed, and the correspondence received and dealt with in the usual manner. It was resolved that the matter stand over until the next meeting of the members, when the report of the committee would be laid upon the table for consideration. bbox=[318, 2026, 415, 2092]
masthead-title: SOUTH CANTERBURY TIMES, WEDNESDAY, MAY 3, 1882. bbox=[232, 2, 605, 17]
article-text: The proceedings of the meeting were of a routine character, the minutes of the previous meeting having been read and confirmed, and the correspondence received and dealt with in the usual manner. It was resolved that the matter stand over until the next meeting of the members, when the report of the committee would be laid upon the table for consideration. bbox=[318, 2099, 415, 2165]
article-text: The proceedings of the meeting were of a routine character, the minutes of the previous meeting having been read and confirmed, and the correspondence received and dealt with in the usual manner. It was resolved that the matter stand over until the next meeting of the members, when the report of the committee would be laid upon the table for consideration. bbox=[629, 1006, 727, 1072]
article-text: The proceedings of the meeting were of a routine character, the minutes of the previous meeting having been read and confirmed, and the correspondence received and dealt with in the usual manner. It was resolved that the matter stand over until the next meeting of the members, when the report of the committee would be laid upon the table for consideration. bbox=[733, 1369, 830, 1435]
column-2 bbox=[107, 23, 211, 1250]
article-text: The proceedings of the meeting were of a routine character, the minutes of the previous meeting having been read and confirmed, and the correspondence received and dealt with in the usual manner. It was resolved that the matter stand over until the next meeting of the members, when the report of the committee would be laid upon the table for consideration. bbox=[318, 1060, 415, 1126]
article-text: The proceedings of the meeting were of a routine character, the minutes of the previous meeting having been read and confirmed, and the correspondence received and dealt with in the usual manner. It was resolved that the matter stand over until the next meeting of the members, when the report of the committee would be laid upon the table for consideration. bbox=[422, 2307, 519, 2373]
article-text: The proceedings of the meeting were of a routine character, the minutes of the previous meeting having been read and confirmed, and the correspondence received and dealt with in the usual manner. It was resolved that the matter stand over until the next meeting of the members, when the report of the committee would be laid upon the table for consideration. bbox=[214, 338, 312, 404]
article-text: The proceedings of the meeting were of a routine character, the minutes of the previous meeting having been read and confirmed, and the correspondence received and dealt with in the usual manner. It was resolved that the matter stand over until the next meeting of the members, when the report of the committee would be laid upon the table for consideration. bbox=[318, 23, 415, 89]
article-text: The proceedings of the meeting were of a routine character, the minutes of the previous meeting having been read and confirmed, and the correspondence received and dealt with in the usual manner. It was resolved that the matter stand over until the next meeting of the members, when the report of the committee would be laid upon the table for consideration. bbox=[525, 662, 623, 728]
article-text: The proceedings of the meeting were of a routine character, the minutes of the previous meeting having been read and confirmed, and the correspondence received and dealt with in the usual manner. It was resolved that the matter stand over until the next meeting of the members, when the report of the committee would be laid upon the table for consideration. bbox=[110, 1072, 208, 1139]
article-text: The proceedings of the meeting were of a routine character, the minutes of the previous meeting having been read and confirmed, and the correspondence received and dealt with in the usual manner. It was resolved that the matter stand over until the next meeting of the members, when the report of the committee would be laid upon the table for consideration. bbox=[525, 1772, 623, 1838]
subheading: Shipping. bbox=[661, 1394, 694, 1401]
article-text: The proceedings of the meeting were of a routine character, the minutes of the previous meeting having been read and confirmed, and the correspondence received and dealt with in the usual manner. It was resolved that the matter stand over until the next meeting of the members, when the report of the committee would be laid upon the table for consideration. bbox=[422, 225, 519, 291]
subheading: PORT OF TIMARU. bbox=[23, 47, 88, 55]
section-heading-licensing: LICENSING. bbox=[336, 2007, 397, 2016]
ad-line: ARE PURCHASERS OF bbox=[234, 209, 292, 215]
article-text: The proceedings of the meeting were of a routine character, the minutes of the previous meeting having been read and confirmed, and the correspondence received and dealt with in the usual manner. It was resolved that the matter stand over until the next meeting of the members, when the report of the committee would be laid upon the table for consideration. bbox=[422, 834, 519, 900]
subheading: TIMARU, MAY 4. bbox=[656, 602, 700, 608]
subheading: PUPIL TEACHERS' EXAMINATION. bbox=[736, 1160, 826, 1166]
article-text: The proceedings of the meeting were of a routine character, the minutes of the previous meeting having been read and confirmed, and the correspondence received and dealt with in the usual manner. It was resolved that the matter stand over until the next meeting of the members, when the report of the committee would be laid upon the table for consideration. bbox=[629, 931, 727, 997]
section-bar: Special Advertisements bbox=[7, 1280, 104, 1290]
article-text: The proceedings of the meeting were of a routine character, the minutes of the previous meeting having been read and confirmed, and the correspondence received and dealt with in the usual manner. It was resolved that the matter stand over until the next meeting of the members, when the report of the committee would be laid upon the table for consideration. bbox=[318, 1668, 415, 1734]
article-text: The proceedings of the meeting were of a routine character, the minutes of the previous meeting having been read and confirmed, and the correspondence received and dealt with in the usual manner. It was resolved that the matter stand over until the next meeting of the members, when the report of the committee would be laid upon the table for consideration. bbox=[525, 1136, 623, 1202]
subheading: [REUTER'S AGENCY.] bbox=[649, 768, 706, 774]
ad-line: THE LARGEST, BEST, & CHEAPEST STOCK IN TIMARU. bbox=[119, 755, 200, 777]
article-text: The proceedings of the meeting were of a routine character, the minutes of the previous meeting having been read and confirmed, and the correspondence received and dealt with in the usual manner. It was resolved that the matter stand over until the next meeting of the members, when the report of the committee would be laid upon the table for consideration. bbox=[525, 189, 623, 255]
article-text: The proceedings of the meeting were of a routine character, the minutes of the previous meeting having been read and confirmed, and the correspondence received and dealt with in the usual manner. It was resolved that the matter stand over until the next meeting of the members, when the report of the committee would be laid upon the table for consideration. bbox=[422, 2442, 519, 2508]
article-text: The proceedings of the meeting were of a routine character, the minutes of the previous meeting having been read and confirmed, and the correspondence received and dealt with in the usual manner. It was resolved that the matter stand over until the next meeting of the members, when the report of the committee would be laid upon the table for consideration. bbox=[525, 1609, 623, 1675]
ad-line: F. LE CREN, Manager N.Z.L. and M.A. Co. (Limtd.) bbox=[110, 1238, 208, 1250]
article-text: The proceedings of the meeting were of a routine character, the minutes of the previous meeting having been read and confirmed, and the correspondence received and dealt with in the usual manner. It was resolved that the matter stand over until the next meeting of the members, when the report of the committee would be laid upon the table for consideration. bbox=[733, 454, 830, 520]
subheading: The New L. L. bbox=[654, 849, 701, 856]
article-text: The proceedings of the meeting were of a routine character, the minutes of the previous meeting having been read and confirmed, and the correspondence received and dealt with in the usual manner. It was resolved that the matter stand over until the next meeting of the members, when the report of the committee would be laid upon the table for consideration. bbox=[318, 293, 415, 359]
article-text: The proceedings of the meeting were of a routine character, the minutes of the previous meeting having been read and confirmed, and the correspondence received and dealt with in the usual manner. It was resolved that the matter stand over until the next meeting of the members, when the report of the committee would be laid upon the table for consideration. bbox=[733, 387, 830, 453]
subheading: ARRIVED. bbox=[42, 80, 69, 86]
ad-title: ROSS, SIMS, AND CO. bbox=[14, 1534, 98, 1555]
subheading: TEMUKA. bbox=[354, 2019, 379, 2026]
ad-name: 1,761 TONS bbox=[228, 59, 298, 74]
section-heading-local-mails: LOCAL MAILS. bbox=[18, 659, 93, 668]
column-7 bbox=[626, 23, 733, 1543]
divider bbox=[7, 184, 104, 186]
column-1 bbox=[4, 23, 107, 1670]
ad-line: COAL YARD AND FIREWOOD DEPOT, CHURCH STREET. bbox=[125, 369, 193, 391]
article-text: The proceedings of the meeting were of a routine character, the minutes of the previous meeting having been read and confirmed, and the correspondence received and dealt with in the usual manner. It was resolved that the matter stand over until the next meeting of the members, when the report of the committee would be laid upon the table for consideration. bbox=[110, 885, 208, 952]
section-heading-shipping: SHIPPING. bbox=[20, 26, 91, 38]
article-text: The proceedings of the meeting were of a routine character, the minutes of the previous meeting having been read and confirmed, and the correspondence received and dealt with in the usual manner. It was resolved that the matter stand over until the next meeting of the members, when the report of the committee would be laid upon the table for consideration. bbox=[110, 953, 208, 1019]
article-text: The proceedings of the meeting were of a routine character, the minutes of the previous meeting having been read and confirmed, and the correspondence received and dealt with in the usual manner. It was resolved that the matter stand over until the next meeting of the members, when the report of the committee would be laid upon the table for consideration. bbox=[525, 798, 623, 864]
ship-icon bbox=[137, 62, 182, 81]
article-text: The proceedings of the meeting were of a routine character, the minutes of the previous meeting having been read and confirmed, and the correspondence received and dealt with in the usual manner. It was resolved that the matter stand over until the next meeting of the members, when the report of the committee would be laid upon the table for consideration. bbox=[525, 1203, 623, 1269]
article-text: The proceedings of the meeting were of a routine character, the minutes of the previous meeting having been read and confirmed, and the correspondence received and dealt with in the usual manner. It was resolved that the matter stand over until the next meeting of the members, when the report of the committee would be laid upon the table for consideration. bbox=[525, 392, 623, 458]
article-text: The proceedings of the meeting were of a routine character, the minutes of the previous meeting having been read and confirmed, and the correspondence received and dealt with in the usual manner. It was resolved that the matter stand over until the next meeting of the members, when the report of the committee would be laid upon the table for consideration. bbox=[318, 1938, 415, 2004]
article-text: The proceedings of the meeting were of a routine character, the minutes of the previous meeting having been read and confirmed, and the correspondence received and dealt with in the usual manner. It was resolved that the matter stand over until the next meeting of the members, when the report of the committee would be laid upon the table for consideration. bbox=[629, 453, 727, 519]
article-text: The proceedings of the meeting were of a routine character, the minutes of the previous meeting having been read and confirmed, and the correspondence received and dealt with in the usual manner. It was resolved that the matter stand over until the next meeting of the members, when the report of the committee would be laid upon the table for consideration. bbox=[733, 952, 830, 1018]
article-text: The proceedings of the meeting were of a routine character, the minutes of the previous meeting having been read and confirmed, and the correspondence received and dealt with in the usual manner. It was resolved that the matter stand over until the next meeting of the members, when the report of the committee would be laid upon the table for consideration. bbox=[525, 1338, 623, 1404]
article-text: The proceedings of the meeting were of a routine character, the minutes of the previous meeting having been read and confirmed, and the correspondence received and dealt with in the usual manner. It was resolved that the matter stand over until the next meeting of the members, when the report of the committee would be laid upon the table for consideration. bbox=[733, 43, 830, 109]
article-text: The proceedings of the meeting were of a routine character, the minutes of the previous meeting having been read and confirmed, and the correspondence received and dealt with in the usual manner. It was resolved that the matter stand over until the next meeting of the members, when the report of the committee would be laid upon the table for consideration. bbox=[422, 1676, 519, 1742]
article-text: The proceedings of the meeting were of a routine character, the minutes of the previous meeting having been read and confirmed, and the correspondence received and dealt with in the usual manner. It was resolved that the matter stand over until the next meeting of the members, when the report of the committee would be laid upon the table for consideration. bbox=[525, 1406, 623, 1472]
subheading: [REUTER'S AGENCY.] bbox=[649, 1313, 706, 1319]
article-text: The proceedings of the meeting were of a routine character, the minutes of the previous meeting having been read and confirmed, and the correspondence received and dealt with in the usual manner. It was resolved that the matter stand over until the next meeting of the members, when the report of the committee would be laid upon the table for consideration. bbox=[525, 2042, 623, 2108]
article-text: The proceedings of the meeting were of a routine character, the minutes of the previous meeting having been read and confirmed, and the correspondence received and dealt with in the usual manner. It was resolved that the matter stand over until the next meeting of the members, when the report of the committee would be laid upon the table for consideration. bbox=[7, 874, 104, 940]
article-text: The proceedings of the meeting were of a routine character, the minutes of the previous meeting having been read and confirmed, and the correspondence received and dealt with in the usual manner. It was resolved that the matter stand over until the next meeting of the members, when the report of the committee would be laid upon the table for consideration. bbox=[629, 115, 727, 181]
ad-line: WOOL AND PRODUCE. bbox=[120, 1140, 198, 1148]
article-text: The proceedings of the meeting were of a routine character, the minutes of the previous meeting having been read and confirmed, and the correspondence received and dealt with in the usual manner. It was resolved that the matter stand over until the next meeting of the members, when the report of the committee would be laid upon the table for consideration. bbox=[422, 90, 519, 156]
article-text: The proceedings of the meeting were of a routine character, the minutes of the previous meeting having been read and confirmed, and the correspondence received and dealt with in the usual manner. It was resolved that the matter stand over until the next meeting of the members, when the report of the committee would be laid upon the table for consideration. bbox=[214, 270, 312, 336]
article-text: The proceedings of the meeting were of a routine character, the minutes of the previous meeting having been read and confirmed, and the correspondence received and dealt with in the usual manner. It was resolved that the matter stand over until the next meeting of the members, when the report of the committee would be laid upon the table for consideration. bbox=[214, 1217, 312, 1283]
article-text: The proceedings of the meeting were of a routine character, the minutes of the previous meeting having been read and confirmed, and the correspondence received and dealt with in the usual manner. It was resolved that the matter stand over until the next meeting of the members, when the report of the committee would be laid upon the table for consideration. bbox=[318, 1330, 415, 1396]
section-heading-geraldine: GERALDINE COUNTY COUNCIL. bbox=[629, 26, 727, 44]
article-text: The proceedings of the meeting were of a routine character, the minutes of the previous meeting having been read and confirmed, and the correspondence received and dealt with in the usual manner. It was resolved that the matter stand over until the next meeting of the members, when the report of the committee would be laid upon the table for consideration. bbox=[318, 1533, 415, 1599]
ad-line: MELBOURNE AND ADELAIDE AGENCY. bbox=[223, 105, 303, 117]
page-number: 2 bbox=[15, 3, 23, 17]
article-text: The proceedings of the meeting were of a routine character, the minutes of the previous meeting having been read and confirmed, and the correspondence received and dealt with in the usual manner. It was resolved that the matter stand over until the next meeting of the members, when the report of the committee would be laid upon the table for consideration. bbox=[318, 766, 415, 832]
ship-icon bbox=[137, 1022, 182, 1042]
article-text: The proceedings of the meeting were of a routine character, the minutes of the previous meeting having been read and confirmed, and the correspondence received and dealt with in the usual manner. It was resolved that the matter stand over until the next meeting of the members, when the report of the committee would be laid upon the table for consideration. bbox=[422, 563, 519, 629]
ad-line: EBENEZER SMITH, bbox=[229, 89, 297, 97]
article-text: The proceedings of the meeting were of a routine character, the minutes of the previous meeting having been read and confirmed, and the correspondence received and dealt with in the usual manner. It was resolved that the matter stand over until the next meeting of the members, when the report of the committee would be laid upon the table for consideration. bbox=[7, 590, 104, 656]
article-text: The proceedings of the meeting were of a routine character, the minutes of the previous meeting having been read and confirmed, and the correspondence received and dealt with in the usual manner. It was resolved that the matter stand over until the next meeting of the members, when the report of the committee would be laid upon the table for consideration. bbox=[629, 318, 727, 384]
article-text: The proceedings of the meeting were of a routine character, the minutes of the previous meeting having been read and confirmed, and the correspondence received and dealt with in the usual manner. It was resolved that the matter stand over until the next meeting of the members, when the report of the committee would be laid upon the table for consideration. bbox=[525, 2110, 623, 2176]
article-text: The proceedings of the meeting were of a routine character, the minutes of the previous meeting having been read and confirmed, and the correspondence received and dealt with in the usual manner. It was resolved that the matter stand over until the next meeting of the members, when the report of the committee would be laid upon the table for consideration. bbox=[525, 90, 623, 156]
ad-line: PRACTICAL ENGLISH WATCH-MAKERS. bbox=[122, 490, 197, 505]
article-text: The proceedings of the meeting were of a routine character, the minutes of the previous meeting having been read and confirmed, and the correspondence received and dealt with in the usual manner. It was resolved that the matter stand over until the next meeting of the members, when the report of the committee would be laid upon the table for consideration. bbox=[318, 1803, 415, 1869]
grain-item: OATS bbox=[255, 221, 270, 227]
subheading: [BY TELEGRAPH.] bbox=[343, 2184, 390, 2190]
article-text: The proceedings of the meeting were of a routine character, the minutes of the previous meeting having been read and confirmed, and the correspondence received and dealt with in the usual manner. It was resolved that the matter stand over until the next meeting of the members, when the report of the committee would be laid upon the table for consideration. bbox=[7, 1077, 104, 1143]
article-text: The proceedings of the meeting were of a routine character, the minutes of the previous meeting having been read and confirmed, and the correspondence received and dealt with in the usual manner. It was resolved that the matter stand over until the next meeting of the members, when the report of the committee would be laid upon the table for consideration. bbox=[733, 110, 830, 176]
article-text: The proceedings of the meeting were of a routine character, the minutes of the previous meeting having been read and confirmed, and the correspondence received and dealt with in the usual manner. It was resolved that the matter stand over until the next meeting of the members, when the report of the committee would be laid upon the table for consideration. bbox=[7, 210, 104, 276]
article-text: The proceedings of the meeting were of a routine character, the minutes of the previous meeting having been read and confirmed, and the correspondence received and dealt with in the usual manner. It was resolved that the matter stand over until the next meeting of the members, when the report of the committee would be laid upon the table for consideration. bbox=[318, 90, 415, 156]
ad-title: ROBERT WILKIN & CO. bbox=[217, 186, 309, 207]
grain-item: RYE GRASS bbox=[248, 233, 278, 239]
article-text: The proceedings of the meeting were of a routine character, the minutes of the previous meeting having been read and confirmed, and the correspondence received and dealt with in the usual manner. It was resolved that the matter stand over until the next meeting of the members, when the report of the committee would be laid upon the table for consideration. bbox=[318, 496, 415, 562]
ad-title: BUNDESEN'S bbox=[128, 356, 191, 366]
